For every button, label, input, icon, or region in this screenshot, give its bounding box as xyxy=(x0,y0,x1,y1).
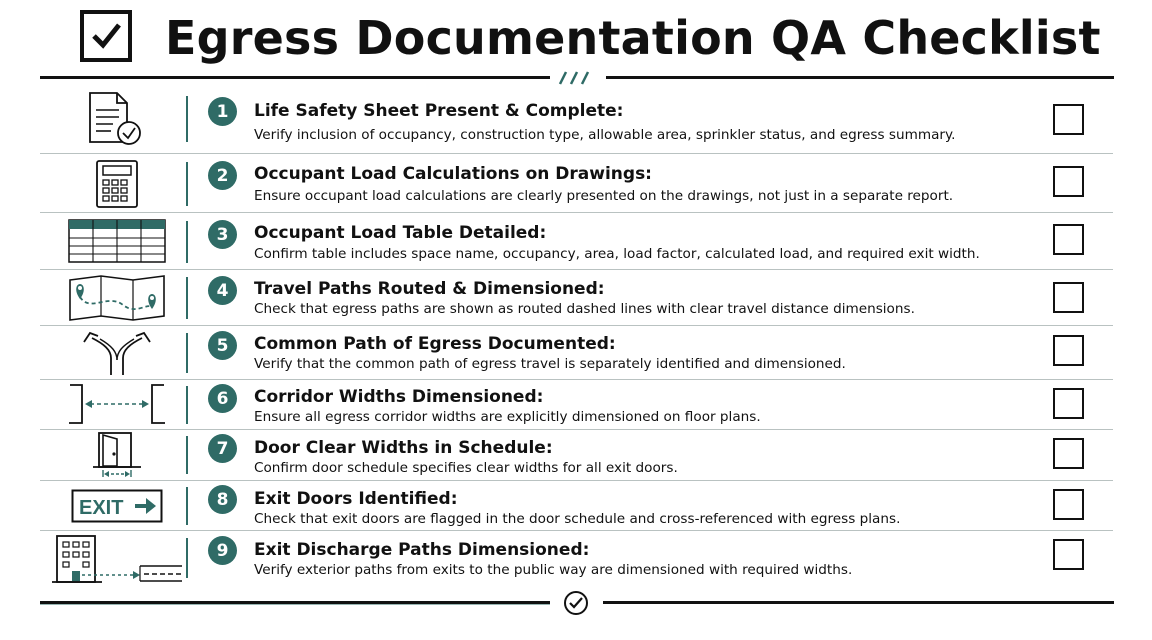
document-check-icon xyxy=(52,90,182,148)
separator-bar xyxy=(186,333,188,373)
checklist-item-6 xyxy=(40,380,1113,430)
item-checkbox[interactable] xyxy=(1053,166,1084,197)
door-width-icon xyxy=(52,430,182,478)
diverging-path-icon xyxy=(52,330,182,376)
checklist-item-8 xyxy=(40,481,1113,531)
checklist-item-9 xyxy=(40,531,1113,591)
item-description: Verify inclusion of occupancy, construction type, allowable area, sprinkler status, and egress summary. xyxy=(254,127,956,143)
exit-sign-text: EXIT xyxy=(79,497,124,519)
page-title: Egress Documentation QA Checklist xyxy=(165,11,1101,65)
item-number: 9 xyxy=(208,536,237,565)
calculator-icon xyxy=(52,159,182,209)
item-checkbox[interactable] xyxy=(1053,438,1084,469)
map-route-icon xyxy=(52,275,182,321)
item-checkbox[interactable] xyxy=(1053,224,1084,255)
separator-bar xyxy=(186,538,188,578)
checklist-item-1 xyxy=(40,82,1113,154)
item-title: Occupant Load Table Detailed: xyxy=(254,223,547,243)
checklist-item-3 xyxy=(40,213,1113,270)
checkbox-checked-icon xyxy=(80,10,132,62)
item-title: Life Safety Sheet Present & Complete: xyxy=(254,101,624,121)
item-checkbox[interactable] xyxy=(1053,282,1084,313)
separator-bar xyxy=(186,277,188,319)
checklist-item-7 xyxy=(40,430,1113,481)
circle-check-icon xyxy=(563,590,589,616)
item-number: 1 xyxy=(208,97,237,126)
exit-sign-icon xyxy=(52,489,182,523)
item-description: Verify that the common path of egress travel is separately identified and dimensioned. xyxy=(254,356,846,372)
item-number: 5 xyxy=(208,331,237,360)
item-description: Check that exit doors are flagged in the door schedule and cross-referenced with egress plans. xyxy=(254,511,901,527)
item-checkbox[interactable] xyxy=(1053,388,1084,419)
item-number: 3 xyxy=(208,220,237,249)
item-description: Confirm door schedule specifies clear widths for all exit doors. xyxy=(254,460,678,476)
checklist-item-5 xyxy=(40,326,1113,380)
item-title: Occupant Load Calculations on Drawings: xyxy=(254,164,652,184)
item-description: Ensure occupant load calculations are clearly presented on the drawings, not just in a separate report. xyxy=(254,188,954,204)
table-icon xyxy=(52,219,182,263)
item-number: 4 xyxy=(208,276,237,305)
item-title: Door Clear Widths in Schedule: xyxy=(254,438,553,458)
separator-bar xyxy=(186,436,188,474)
item-description: Check that egress paths are shown as routed dashed lines with clear travel distance dimensions. xyxy=(254,301,915,317)
item-title: Exit Doors Identified: xyxy=(254,489,458,509)
footer-rule-right xyxy=(603,601,1114,604)
separator-bar xyxy=(186,221,188,263)
item-number: 6 xyxy=(208,384,237,413)
item-description: Ensure all egress corridor widths are explicitly dimensioned on floor plans. xyxy=(254,409,761,425)
item-title: Travel Paths Routed & Dimensioned: xyxy=(254,279,605,299)
checklist-item-2 xyxy=(40,154,1113,213)
separator-bar xyxy=(186,96,188,142)
item-checkbox[interactable] xyxy=(1053,335,1084,366)
item-title: Common Path of Egress Documented: xyxy=(254,334,616,354)
item-checkbox[interactable] xyxy=(1053,489,1084,520)
item-description: Confirm table includes space name, occupancy, area, load factor, calculated load, and required exit width. xyxy=(254,246,980,262)
header-rule-right xyxy=(606,76,1114,79)
item-title: Corridor Widths Dimensioned: xyxy=(254,387,544,407)
footer-rule-accent xyxy=(40,604,550,605)
item-number: 8 xyxy=(208,485,237,514)
item-checkbox[interactable] xyxy=(1053,104,1084,135)
separator-bar xyxy=(186,162,188,206)
header-rule-left xyxy=(40,76,550,79)
building-path-icon xyxy=(52,533,182,585)
separator-bar xyxy=(186,386,188,424)
item-number: 2 xyxy=(208,161,237,190)
separator-bar xyxy=(186,487,188,525)
item-checkbox[interactable] xyxy=(1053,539,1084,570)
item-title: Exit Discharge Paths Dimensioned: xyxy=(254,540,590,560)
checklist-item-4 xyxy=(40,270,1113,326)
item-description: Verify exterior paths from exits to the public way are dimensioned with required widths. xyxy=(254,562,853,578)
item-number: 7 xyxy=(208,434,237,463)
corridor-width-icon xyxy=(52,383,182,425)
